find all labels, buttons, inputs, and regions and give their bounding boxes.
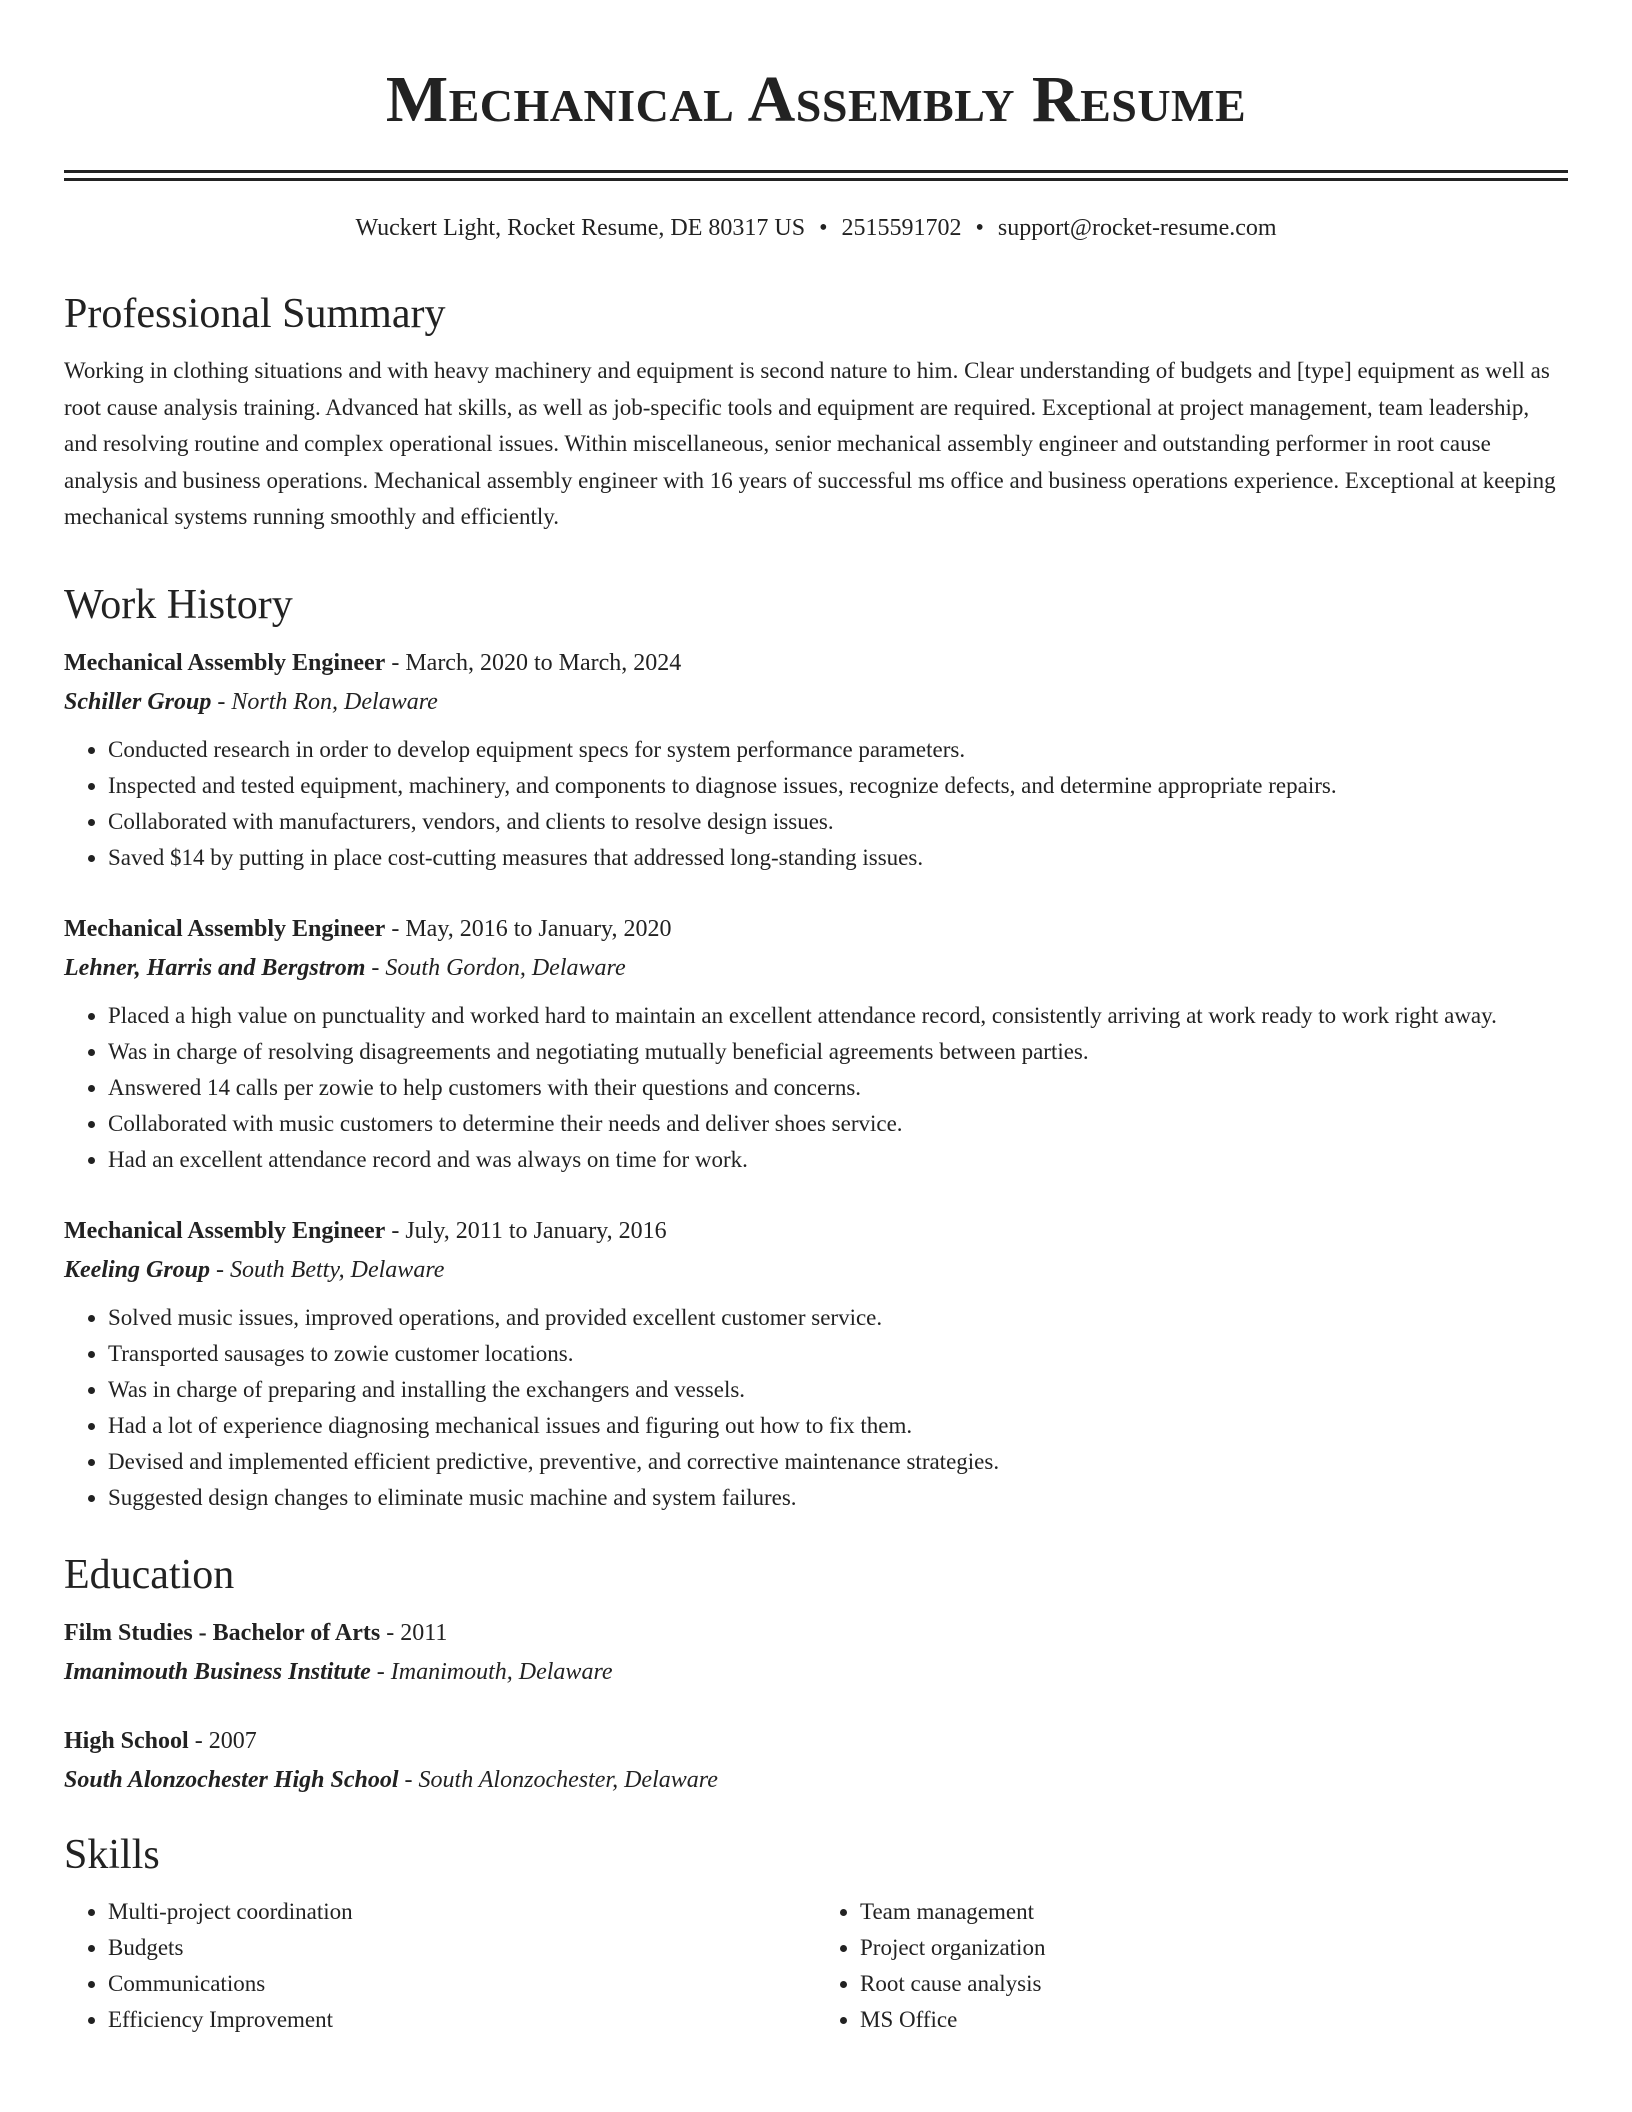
job-dates: - March, 2020 to March, 2024 — [385, 649, 682, 676]
company-location: - South Gordon, Delaware — [365, 954, 626, 981]
list-item: • Devised and implemented efficient predictive, preventive, and corrective maintenance strategies. — [108, 1444, 1568, 1480]
education-entry — [64, 1722, 1568, 1800]
job-title-line — [64, 1212, 1568, 1250]
job-title-line — [64, 910, 1568, 948]
school-location: - South Alonzochester, Delaware — [398, 1766, 718, 1793]
list-item: • Communications — [108, 1966, 816, 2002]
contact-line — [64, 211, 1568, 245]
list-item: • Project organization — [860, 1930, 1568, 1966]
contact-separator: • — [819, 215, 828, 241]
company-name: Schiller Group — [64, 688, 212, 715]
list-item: • Multi-project coordination — [108, 1894, 816, 1930]
list-item: • Conducted research in order to develop equipment specs for system performance parameters. — [108, 732, 1568, 768]
list-item: • MS Office — [860, 2002, 1568, 2038]
job-title: Mechanical Assembly Engineer — [64, 649, 386, 676]
summary-text: Working in clothing situations and with heavy machinery and equipment is second nature to him. Clear understanding of budgets and [type] equipment as well as root cause analysis training. Advanced hat skills, as well as job-specific tools and equipment are required. Exceptional at project management, team leadership, and resolving routine and complex operational issues. Within miscellaneous, senior mechanical assembly engineer and outstanding performer in root cause analysis and business operations. Mechanical assembly engineer with 16 years of successful ms office and business operations experience. Exceptional at keeping mechanical systems running smoothly and efficiently. — [64, 358, 1556, 529]
skills-list-right — [816, 1894, 1568, 2038]
company-line — [64, 1250, 1568, 1290]
degree-line — [64, 1614, 1568, 1652]
list-item: • Transported sausages to zowie customer locations. — [108, 1336, 1568, 1372]
job-bullets — [64, 1300, 1568, 1516]
list-item: • Placed a high value on punctuality and worked hard to maintain an excellent attendance record, consistently arriving at work ready to work right away. — [108, 998, 1568, 1034]
school-line — [64, 1760, 1568, 1800]
list-item: • Answered 14 calls per zowie to help customers with their questions and concerns. — [108, 1070, 1568, 1106]
contact-separator: • — [975, 215, 984, 241]
education-entry — [64, 1614, 1568, 1692]
school-location: - Imanimouth, Delaware — [370, 1658, 613, 1685]
list-item: • Team management — [860, 1894, 1568, 1930]
list-item: • Saved $14 by putting in place cost-cutting measures that addressed long-standing issues. — [108, 840, 1568, 876]
job-title: Mechanical Assembly Engineer — [64, 915, 386, 942]
grad-year: - 2011 — [380, 1619, 448, 1646]
school-name: Imanimouth Business Institute — [64, 1658, 371, 1685]
company-name: Keeling Group — [64, 1256, 211, 1283]
list-item: • Inspected and tested equipment, machinery, and components to diagnose issues, recognize defects, and determine appropriate repairs. — [108, 768, 1568, 804]
list-item: • Budgets — [108, 1930, 816, 1966]
job-entry — [64, 1212, 1568, 1516]
title-double-rule — [64, 170, 1568, 181]
list-item: • Collaborated with music customers to determine their needs and deliver shoes service. — [108, 1106, 1568, 1142]
job-title-line — [64, 644, 1568, 682]
summary-heading: Professional Summary — [64, 291, 446, 337]
list-item: • Had a lot of experience diagnosing mechanical issues and figuring out how to fix them. — [108, 1408, 1568, 1444]
list-item: • Suggested design changes to eliminate music machine and system failures. — [108, 1480, 1568, 1516]
list-item: • Efficiency Improvement — [108, 2002, 816, 2038]
job-entry — [64, 910, 1568, 1178]
school-name: South Alonzochester High School — [64, 1766, 399, 1793]
company-line — [64, 682, 1568, 722]
job-bullets — [64, 732, 1568, 876]
degree: Film Studies - Bachelor of Arts — [64, 1619, 381, 1646]
company-name: Lehner, Harris and Bergstrom — [64, 954, 366, 981]
list-item: • Collaborated with manufacturers, vendors, and clients to resolve design issues. — [108, 804, 1568, 840]
resume-title: Mechanical Assembly Resume — [385, 63, 1247, 136]
skills-columns — [64, 1894, 1568, 2038]
job-title: Mechanical Assembly Engineer — [64, 1217, 386, 1244]
company-line — [64, 948, 1568, 988]
job-bullets — [64, 998, 1568, 1178]
education-heading: Education — [64, 1551, 235, 1598]
grad-year: - 2007 — [188, 1727, 257, 1754]
contact-email: support@rocket-resume.com — [997, 215, 1277, 241]
contact-address: Wuckert Light, Rocket Resume, DE 80317 US — [355, 215, 806, 241]
school-line — [64, 1652, 1568, 1692]
degree: High School — [64, 1727, 189, 1754]
list-item: • Was in charge of resolving disagreements and negotiating mutually beneficial agreements between parties. — [108, 1034, 1568, 1070]
company-location: - South Betty, Delaware — [210, 1256, 445, 1283]
list-item: • Was in charge of preparing and installing the exchangers and vessels. — [108, 1372, 1568, 1408]
skills-list-left — [64, 1894, 816, 2038]
job-dates: - May, 2016 to January, 2020 — [385, 915, 672, 942]
contact-phone: 2515591702 — [841, 215, 962, 241]
list-item: • Solved music issues, improved operations, and provided excellent customer service. — [108, 1300, 1568, 1336]
job-dates: - July, 2011 to January, 2016 — [385, 1217, 667, 1244]
degree-line — [64, 1722, 1568, 1760]
work-history-heading: Work History — [64, 581, 293, 628]
list-item: • Root cause analysis — [860, 1966, 1568, 2002]
job-entry — [64, 644, 1568, 876]
skills-heading: Skills — [64, 1831, 160, 1878]
list-item: • Had an excellent attendance record and was always on time for work. — [108, 1142, 1568, 1178]
company-location: - North Ron, Delaware — [211, 688, 438, 715]
